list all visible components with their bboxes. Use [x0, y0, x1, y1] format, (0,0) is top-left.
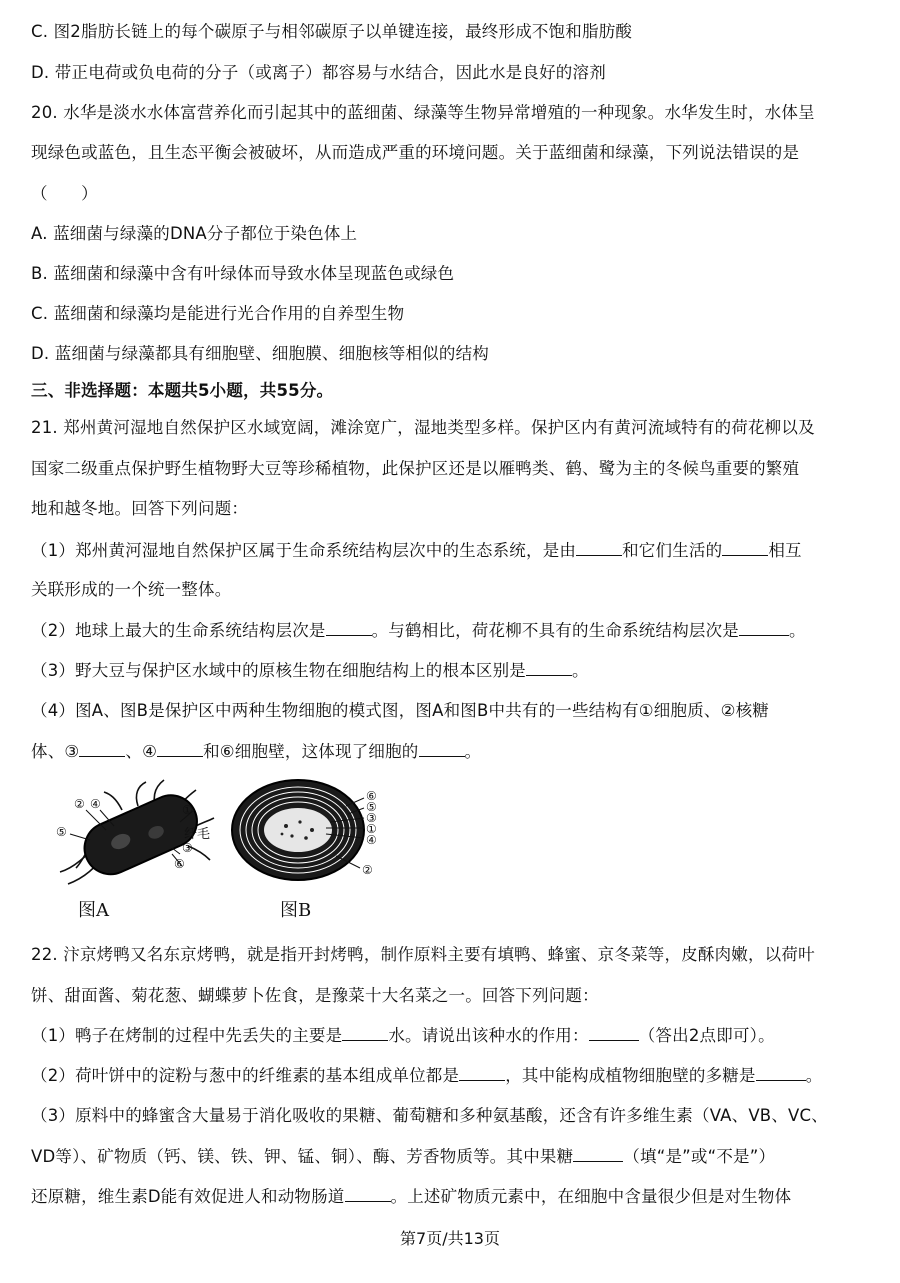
question-22-part-1: （1）鸭子在烤制的过程中先丢失的主要是 水。请说出该种水的作用： （答出2点即可）。: [31, 1026, 775, 1045]
marker-2: ②: [74, 797, 85, 811]
marker-4: ④: [366, 833, 377, 847]
answer-blank: [722, 540, 768, 556]
answer-blank: [157, 741, 203, 757]
figure-a-bacterium: [38, 776, 223, 891]
marker-4: ④: [90, 797, 101, 811]
marker-5: ⑤: [56, 825, 67, 839]
marker-6: ⑥: [174, 857, 185, 871]
label-cilium: 纤毛: [184, 827, 211, 842]
answer-blank: [526, 660, 572, 676]
question-21-part-1-cont: 关联形成的一个统一整体。: [31, 580, 232, 599]
question-21-stem-3: 地和越冬地。回答下列问题：: [31, 499, 249, 518]
answer-blank: [576, 540, 622, 556]
marker-1: ①: [182, 803, 193, 817]
marker-5: ⑤: [366, 800, 377, 814]
answer-blank: [419, 741, 465, 757]
figure-a-caption: 图A: [78, 900, 109, 921]
answer-blank: [756, 1065, 806, 1081]
option-20b: B. 蓝细菌和绿藻中含有叶绿体而导致水体呈现蓝色或绿色: [31, 264, 455, 283]
answer-blank: [345, 1186, 391, 1202]
figure-b-plant-cell: [226, 776, 396, 888]
page-footer: 第7页/共13页: [400, 1229, 500, 1248]
question-21-part-4: （4）图A、图B是保护区中两种生物细胞的模式图，图A和图B中共有的一些结构有①细胞质、②核糖: [31, 701, 769, 720]
question-21-part-2: （2）地球上最大的生命系统结构层次是 。与鹤相比，荷花柳不具有的生命系统结构层次是 。: [31, 621, 806, 640]
answer-blank: [326, 620, 372, 636]
question-22-part-3-cont-1: VD等）、矿物质（钙、镁、铁、钾、锰、铜）、酶、芳香物质等。其中果糖 （填“是”或“不是”）: [31, 1147, 776, 1166]
question-22-part-2: （2）荷叶饼中的淀粉与葱中的纤维素的基本组成单位都是 ，其中能构成植物细胞壁的多糖是 。: [31, 1066, 823, 1085]
answer-blank: [459, 1065, 505, 1081]
marker-2: ②: [362, 863, 373, 877]
answer-blank: [739, 620, 789, 636]
marker-6: ⑥: [366, 789, 377, 803]
question-22-stem-2: 饼、甜面酱、菊花葱、蝴蝶萝卜佐食，是豫菜十大名菜之一。回答下列问题：: [31, 986, 599, 1005]
answer-blank: [342, 1025, 388, 1041]
marker-1: ①: [366, 822, 377, 836]
question-20-stem-1: 20. 水华是淡水水体富营养化而引起其中的蓝细菌、绿藻等生物异常增殖的一种现象。水华发生时，水体呈: [31, 103, 815, 122]
question-20-paren: （ ）: [31, 184, 98, 203]
question-21-stem-1: 21. 郑州黄河湿地自然保护区水域宽阔，滩涂宽广，湿地类型多样。保护区内有黄河流域特有的荷花柳以及: [31, 418, 815, 437]
option-19c: C. 图2脂肪长链上的每个碳原子与相邻碳原子以单键连接，最终形成不饱和脂肪酸: [31, 22, 633, 41]
answer-blank: [573, 1146, 623, 1162]
question-21-stem-2: 国家二级重点保护野生植物野大豆等珍稀植物，此保护区还是以雁鸭类、鹤、鹭为主的冬候鸟重要的繁殖: [31, 459, 800, 478]
marker-3: ③: [366, 811, 377, 825]
option-20a: A. 蓝细菌与绿藻的DNA分子都位于染色体上: [31, 224, 358, 243]
answer-blank: [589, 1025, 639, 1041]
question-21-part-1: （1）郑州黄河湿地自然保护区属于生命系统结构层次中的生态系统，是由 和它们生活的 相互: [31, 541, 802, 560]
option-19d: D. 带正电荷或负电荷的分子（或离子）都容易与水结合，因此水是良好的溶剂: [31, 63, 606, 82]
question-22-part-3-cont-2: 还原糖，维生素D能有效促进人和动物肠道 。上述矿物质元素中，在细胞中含量很少但是对生物体: [31, 1187, 792, 1206]
question-22-part-3: （3）原料中的蜂蜜含大量易于消化吸收的果糖、葡萄糖和多种氨基酸，还含有许多维生素（VA、VB、VC、: [31, 1106, 828, 1125]
section-heading: 三、非选择题：本题共5小题，共55分。: [31, 381, 334, 400]
marker-3: ③: [182, 841, 193, 855]
question-21-part-3: （3）野大豆与保护区水域中的原核生物在细胞结构上的根本区别是 。: [31, 661, 589, 680]
option-20c: C. 蓝细菌和绿藻均是能进行光合作用的自养型生物: [31, 304, 405, 323]
question-20-stem-2: 现绿色或蓝色，且生态平衡会被破坏，从而造成严重的环境问题。关于蓝细菌和绿藻，下列说法错误的是: [31, 143, 800, 162]
question-22-stem-1: 22. 汴京烤鸭又名东京烤鸭，就是指开封烤鸭，制作原料主要有填鸭、蜂蜜、京冬菜等，皮酥肉嫩，以荷叶: [31, 945, 815, 964]
figure-b-caption: 图B: [280, 900, 312, 921]
question-21-part-4-cont: 体、③ 、④ 和⑥细胞壁，这体现了细胞的 。: [31, 742, 482, 761]
option-20d: D. 蓝细菌与绿藻都具有细胞壁、细胞膜、细胞核等相似的结构: [31, 344, 489, 363]
answer-blank: [79, 741, 125, 757]
